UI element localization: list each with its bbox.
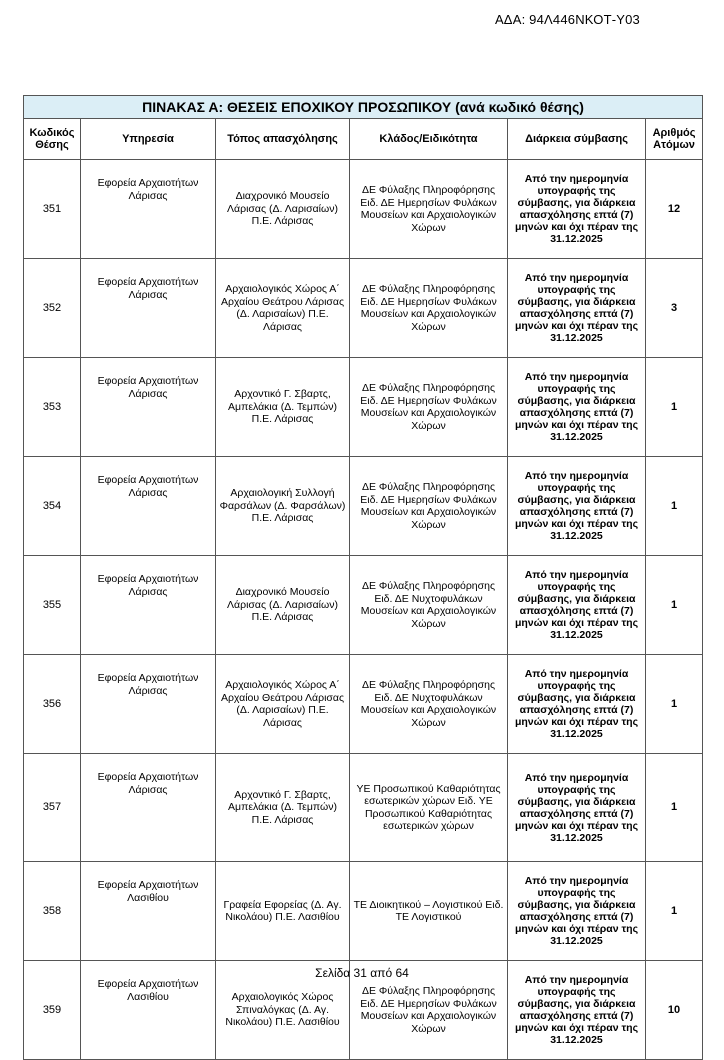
cell-count: 1 [646,556,703,655]
cell-count: 1 [646,754,703,862]
cell-code: 353 [24,358,81,457]
cell-specialty: ΥΕ Προσωπικού Καθαριότητας εσωτερικών χώρων Ειδ. ΥΕ Προσωπικού Καθαριότητας εσωτερικών χώρων [350,754,508,862]
cell-location: Αρχαιολογικός Χώρος Α΄ Αρχαίου Θεάτρου Λάρισας (Δ. Λαρισαίων) Π.Ε. Λάρισας [216,259,350,358]
cell-service: Εφορεία Αρχαιοτήτων Λάρισας [81,457,216,556]
page-number: Σελίδα 31 από 64 [315,966,409,980]
column-header-count: Αριθμός Ατόμων [646,119,703,160]
cell-location: Αρχοντικό Γ. Σβαρτς, Αμπελάκια (Δ. Τεμπών) Π.Ε. Λάρισας [216,754,350,862]
cell-code: 355 [24,556,81,655]
cell-location: Διαχρονικό Μουσείο Λάρισας (Δ. Λαρισαίων) Π.Ε. Λάρισας [216,556,350,655]
table-row [24,556,703,655]
document-ada-code: ΑΔΑ: 94Λ446ΝΚΟΤ-Υ03 [494,12,640,27]
column-header-location: Τόπος απασχόλησης [216,119,350,160]
cell-duration: Από την ημερομηνία υπογραφής της σύμβασης, για διάρκεια απασχόλησης επτά (7) μηνών και όχι πέραν της 31.12.2025 [508,862,646,961]
cell-service: Εφορεία Αρχαιοτήτων Λάρισας [81,754,216,862]
cell-location: Αρχαιολογικός Χώρος Α΄ Αρχαίου Θεάτρου Λάρισας (Δ. Λαρισαίων) Π.Ε. Λάρισας [216,655,350,754]
cell-code: 352 [24,259,81,358]
column-header-specialty: Κλάδος/Ειδικότητα [350,119,508,160]
cell-duration: Από την ημερομηνία υπογραφής της σύμβασης, για διάρκεια απασχόλησης επτά (7) μηνών και όχι πέραν της 31.12.2025 [508,754,646,862]
cell-location: Αρχαιολογική Συλλογή Φαρσάλων (Δ. Φαρσάλων) Π.Ε. Λάρισας [216,457,350,556]
positions-table [23,95,703,1060]
cell-duration: Από την ημερομηνία υπογραφής της σύμβασης, για διάρκεια απασχόλησης επτά (7) μηνών και όχι πέραν της 31.12.2025 [508,655,646,754]
cell-duration: Από την ημερομηνία υπογραφής της σύμβασης, για διάρκεια απασχόλησης επτά (7) μηνών και όχι πέραν της 31.12.2025 [508,259,646,358]
cell-count: 1 [646,862,703,961]
cell-code: 357 [24,754,81,862]
table-row [24,259,703,358]
cell-specialty: ΔΕ Φύλαξης Πληροφόρησης Ειδ. ΔΕ Ημερησίων Φυλάκων Μουσείων και Αρχαιολογικών Χώρων [350,961,508,1060]
column-header-duration: Διάρκεια σύμβασης [508,119,646,160]
cell-specialty: ΤΕ Διοικητικού – Λογιστικού Ειδ. ΤΕ Λογιστικού [350,862,508,961]
cell-service: Εφορεία Αρχαιοτήτων Λάρισας [81,556,216,655]
column-header-service: Υπηρεσία [81,119,216,160]
table-row [24,457,703,556]
cell-service: Εφορεία Αρχαιοτήτων Λασιθίου [81,862,216,961]
cell-code: 358 [24,862,81,961]
cell-specialty: ΔΕ Φύλαξης Πληροφόρησης Ειδ. ΔΕ Νυχτοφυλάκων Μουσείων και Αρχαιολογικών Χώρων [350,655,508,754]
cell-count: 3 [646,259,703,358]
cell-specialty: ΔΕ Φύλαξης Πληροφόρησης Ειδ. ΔΕ Ημερησίων Φυλάκων Μουσείων και Αρχαιολογικών Χώρων [350,457,508,556]
table-title: ΠΙΝΑΚΑΣ Α: ΘΕΣΕΙΣ ΕΠΟΧΙΚΟΥ ΠΡΟΣΩΠΙΚΟΥ (ανά κωδικό θέσης) [24,96,703,119]
cell-duration: Από την ημερομηνία υπογραφής της σύμβασης, για διάρκεια απασχόλησης επτά (7) μηνών και όχι πέραν της 31.12.2025 [508,358,646,457]
cell-count: 1 [646,457,703,556]
cell-location: Γραφεία Εφορείας (Δ. Αγ. Νικολάου) Π.Ε. Λασιθίου [216,862,350,961]
cell-duration: Από την ημερομηνία υπογραφής της σύμβασης, για διάρκεια απασχόλησης επτά (7) μηνών και όχι πέραν της 31.12.2025 [508,961,646,1060]
cell-service: Εφορεία Αρχαιοτήτων Λασιθίου [81,961,216,1060]
cell-location: Διαχρονικό Μουσείο Λάρισας (Δ. Λαρισαίων) Π.Ε. Λάρισας [216,160,350,259]
cell-service: Εφορεία Αρχαιοτήτων Λάρισας [81,259,216,358]
cell-count: 1 [646,358,703,457]
cell-code: 359 [24,961,81,1060]
column-header-code: Κωδικός Θέσης [24,119,81,160]
cell-service: Εφορεία Αρχαιοτήτων Λάρισας [81,358,216,457]
cell-code: 351 [24,160,81,259]
cell-count: 12 [646,160,703,259]
cell-count: 1 [646,655,703,754]
cell-specialty: ΔΕ Φύλαξης Πληροφόρησης Ειδ. ΔΕ Ημερησίων Φυλάκων Μουσείων και Αρχαιολογικών Χώρων [350,358,508,457]
cell-duration: Από την ημερομηνία υπογραφής της σύμβασης, για διάρκεια απασχόλησης επτά (7) μηνών και όχι πέραν της 31.12.2025 [508,556,646,655]
cell-duration: Από την ημερομηνία υπογραφής της σύμβασης, για διάρκεια απασχόλησης επτά (7) μηνών και όχι πέραν της 31.12.2025 [508,457,646,556]
table-row [24,754,703,862]
cell-service: Εφορεία Αρχαιοτήτων Λάρισας [81,160,216,259]
cell-service: Εφορεία Αρχαιοτήτων Λάρισας [81,655,216,754]
table-row [24,862,703,961]
cell-code: 356 [24,655,81,754]
table-title-row [24,96,703,119]
table-row [24,358,703,457]
cell-specialty: ΔΕ Φύλαξης Πληροφόρησης Ειδ. ΔΕ Νυχτοφυλάκων Μουσείων και Αρχαιολογικών Χώρων [350,556,508,655]
cell-specialty: ΔΕ Φύλαξης Πληροφόρησης Ειδ. ΔΕ Ημερησίων Φυλάκων Μουσείων και Αρχαιολογικών Χώρων [350,259,508,358]
table-header-row [24,119,703,160]
cell-location: Αρχοντικό Γ. Σβαρτς, Αμπελάκια (Δ. Τεμπών) Π.Ε. Λάρισας [216,358,350,457]
cell-specialty: ΔΕ Φύλαξης Πληροφόρησης Ειδ. ΔΕ Ημερησίων Φυλάκων Μουσείων και Αρχαιολογικών Χώρων [350,160,508,259]
table-row [24,655,703,754]
cell-location: Αρχαιολογικός Χώρος Σπιναλόγκας (Δ. Αγ. Νικολάου) Π.Ε. Λασιθίου [216,961,350,1060]
cell-duration: Από την ημερομηνία υπογραφής της σύμβασης, για διάρκεια απασχόλησης επτά (7) μηνών και όχι πέραν της 31.12.2025 [508,160,646,259]
cell-count: 10 [646,961,703,1060]
table-row [24,160,703,259]
cell-code: 354 [24,457,81,556]
